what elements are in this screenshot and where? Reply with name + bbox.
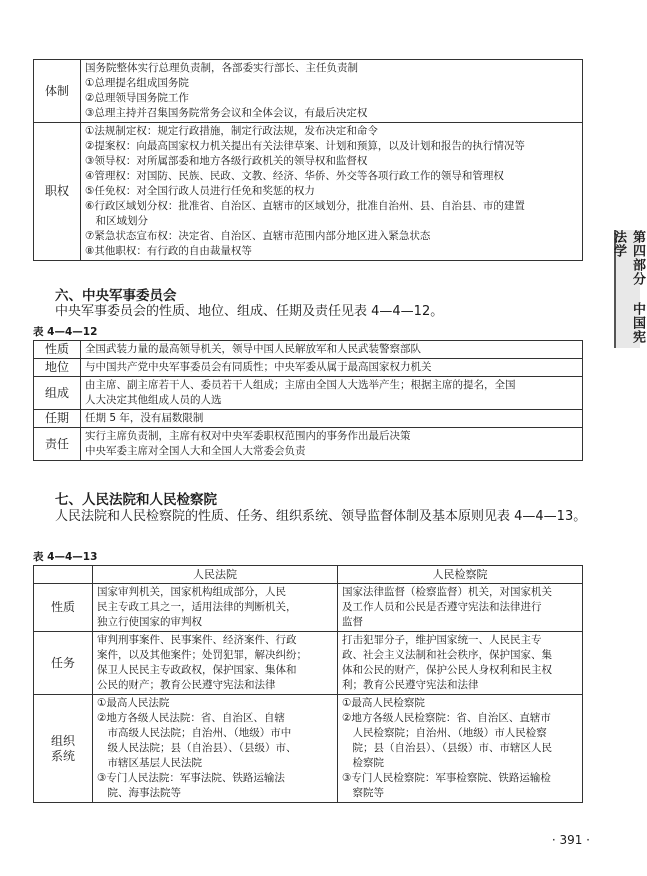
procuratorate-cell — [338, 695, 583, 803]
table-row — [34, 359, 583, 377]
content-line: 国务院整体实行总理负责制，各部委实行部长、主任负责制 — [85, 62, 358, 74]
content-line: 打击犯罪分子，维护国家统一、人民民主专 — [342, 634, 542, 646]
content-line: 公民的财产；教育公民遵守宪法和法律 — [97, 679, 276, 691]
table-label-4-4-13: 表 4—4—13 — [33, 551, 98, 563]
table-row — [34, 341, 583, 359]
content-line: 民主专政工具之一，适用法律的判断机关， — [97, 601, 297, 613]
table-cmc — [33, 340, 583, 461]
content-line: ②提案权：向最高国家权力机关提出有关法律草案、计划和预算，以及计划和报告的执行情况等 — [85, 140, 525, 152]
content-line: ③领导权：对所属部委和地方各级行政机关的领导权和监督权 — [85, 155, 368, 167]
row-content — [81, 359, 583, 377]
row-label: 组成 — [34, 377, 81, 410]
content-line: 市辖区基层人民法院 — [97, 757, 202, 769]
content-line: 实行主席负责制，主席有权对中央军委职权范围内的事务作出最后决策 — [85, 430, 411, 442]
content-line: 级人民法院；县（自治县）、（县级）市、 — [97, 742, 297, 754]
section-title-court-procuratorate: 七、人民法院和人民检察院 — [55, 492, 217, 508]
row-label: 性质 — [34, 341, 81, 359]
row-content — [81, 428, 583, 461]
content-line: 监督 — [342, 616, 363, 628]
content-line: 审判刑事案件、民事案件、经济案件、行政 — [97, 634, 297, 646]
content-line: 保卫人民民主专政政权，保护国家、集体和 — [97, 664, 297, 676]
column-header: 人民法院 — [93, 566, 338, 584]
procuratorate-cell — [338, 632, 583, 695]
content-line: 案件，以及其他案件；处罚犯罪，解决纠纷； — [97, 649, 307, 661]
row-content — [81, 410, 583, 428]
court-cell — [93, 695, 338, 803]
content-line: ⑦紧急状态宣布权：决定省、自治区、直辖市范围内部分地区进入紧急状态 — [85, 230, 431, 242]
table-row — [34, 123, 583, 261]
section-title-cmc: 六、中央军事委员会 — [55, 288, 177, 304]
content-line: 察院等 — [342, 787, 384, 799]
content-line: ⑧其他职权：有行政的自由裁量权等 — [85, 245, 252, 257]
content-line: ③专门人民法院：军事法院、铁路运输法 — [97, 772, 285, 784]
table-row — [34, 428, 583, 461]
table-row — [34, 377, 583, 410]
row-label: 性质 — [34, 584, 93, 632]
content-line: 市高级人民法院；自治州、（地级）市中 — [97, 727, 292, 739]
content-line: ②地方各级人民法院：省、自治区、自辖 — [97, 712, 285, 724]
row-label: 职权 — [34, 123, 81, 261]
side-tab: 第四部分 中国宪法学 — [614, 230, 640, 348]
content-line: ①总理提名组成国务院 — [85, 77, 189, 89]
content-line: 任期 5 年，没有届数限制 — [85, 412, 204, 424]
row-label: 任期 — [34, 410, 81, 428]
column-header: 人民检察院 — [338, 566, 583, 584]
table-row — [34, 632, 583, 695]
court-cell — [93, 632, 338, 695]
content-line: ②总理领导国务院工作 — [85, 92, 189, 104]
content-line: 全国武装力量的最高领导机关，领导中国人民解放军和人民武装警察部队 — [85, 343, 421, 355]
section-paragraph-cmc: 中央军事委员会的性质、地位、组成、任期及责任见表 4—4—12。 — [55, 304, 444, 319]
content-line: 体和公民的财产，保护公民人身权利和民主权 — [342, 664, 552, 676]
row-label: 组织 系统 — [34, 695, 93, 803]
content-line: ③总理主持并召集国务院常务会议和全体会议，有最后决定权 — [85, 107, 368, 119]
content-line: 与中国共产党中央军事委员会有同质性；中央军委从属于最高国家权力机关 — [85, 361, 432, 373]
content-line: ③专门人民检察院：军事检察院、铁路运输检 — [342, 772, 551, 784]
content-line: ①最高人民检察院 — [342, 697, 425, 709]
column-header — [34, 566, 93, 584]
row-label: 责任 — [34, 428, 81, 461]
row-label: 体制 — [34, 60, 81, 123]
content-line: 利；教育公民遵守宪法和法律 — [342, 679, 479, 691]
content-line: 国家法律监督（检察监督）机关，对国家机关 — [342, 586, 552, 598]
court-cell — [93, 584, 338, 632]
row-content — [81, 341, 583, 359]
table-row — [34, 410, 583, 428]
table-row — [34, 584, 583, 632]
table-state-council — [33, 59, 583, 261]
content-line: 国家审判机关，国家机构组成部分，人民 — [97, 586, 286, 598]
table-row — [34, 695, 583, 803]
row-label: 任务 — [34, 632, 93, 695]
header-row — [34, 566, 583, 584]
procuratorate-cell — [338, 584, 583, 632]
content-line: 人民检察院；自治州、（地级）市人民检察 — [342, 727, 547, 739]
content-line: 及工作人员和公民是否遵守宪法和法律进行 — [342, 601, 542, 613]
content-line: 政、社会主义法制和社会秩序，保护国家、集 — [342, 649, 552, 661]
row-content — [81, 123, 583, 261]
content-line: ⑥行政区域划分权：批准省、自治区、直辖市的区域划分，批准自治州、县、自治县、市的建置 — [85, 200, 525, 212]
content-line: 由主席、副主席若干人、委员若干人组成；主席由全国人大选举产生；根据主席的提名，全国 — [85, 379, 516, 391]
content-line: 院、海事法院等 — [97, 787, 181, 799]
content-line: 院；县（自治县）、（县级）市、市辖区人民 — [342, 742, 552, 754]
content-line: ①最高人民法院 — [97, 697, 170, 709]
content-line: 检察院 — [342, 757, 384, 769]
content-line: ⑤任免权：对全国行政人员进行任免和奖惩的权力 — [85, 185, 315, 197]
row-label: 地位 — [34, 359, 81, 377]
content-line: ②地方各级人民检察院：省、自治区、直辖市 — [342, 712, 551, 724]
content-line: 和区域划分 — [85, 215, 148, 227]
row-content — [81, 377, 583, 410]
content-line: 独立行使国家的审判权 — [97, 616, 202, 628]
table-court-procuratorate — [33, 565, 583, 803]
table-row — [34, 60, 583, 123]
content-line: 人大决定其他组成人员的人选 — [85, 394, 222, 406]
table-label-4-4-12: 表 4—4—12 — [33, 326, 98, 338]
section-paragraph-court-procuratorate: 人民法院和人民检察院的性质、任务、组织系统、领导监督体制及基本原则见表 4—4—13。 — [55, 509, 587, 524]
row-content — [81, 60, 583, 123]
content-line: ④管理权：对国防、民族、民政、文教、经济、华侨、外交等各项行政工作的领导和管理权 — [85, 170, 504, 182]
content-line: 中央军委主席对全国人大和全国人大常委会负责 — [85, 445, 306, 457]
content-line: ①法规制定权：规定行政措施，制定行政法规，发布决定和命令 — [85, 125, 378, 137]
page-number: · 391 · — [551, 833, 590, 847]
